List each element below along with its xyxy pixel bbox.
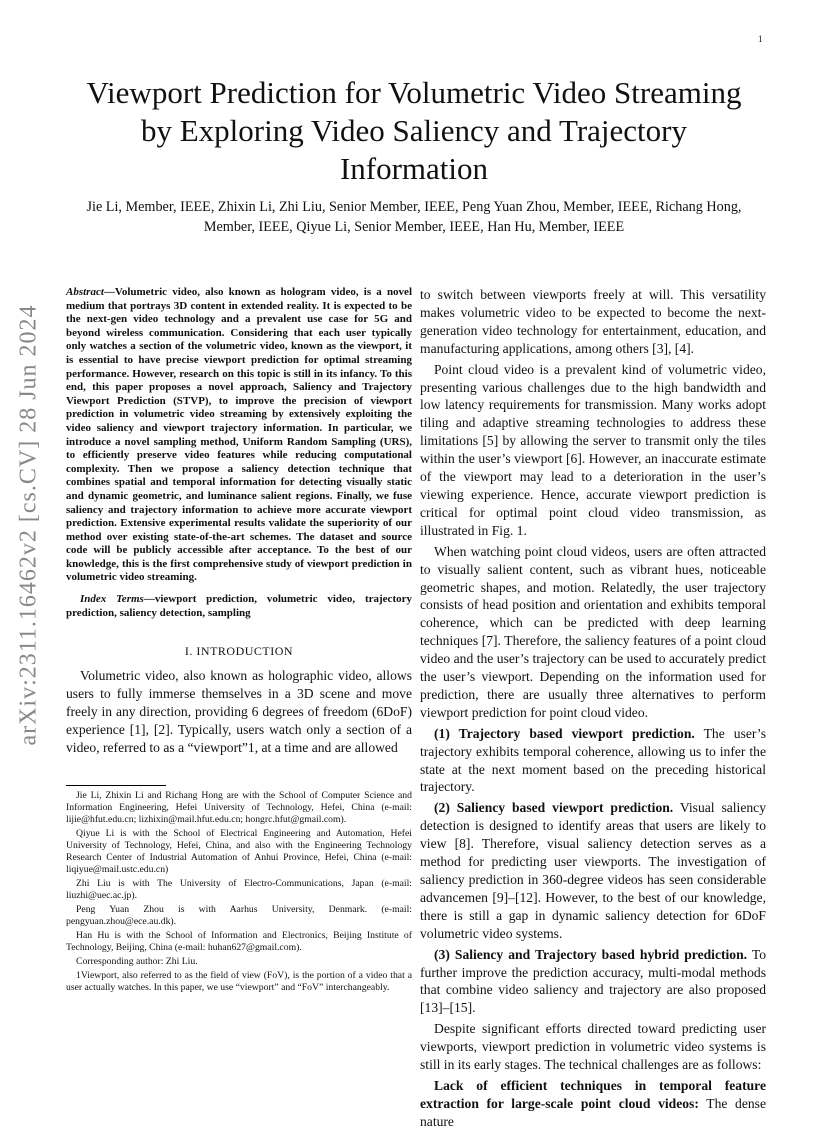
- abstract: [66, 286, 412, 585]
- index-terms-lead: Index Terms: [80, 593, 144, 606]
- abstract-lead: Abstract: [66, 286, 104, 298]
- footnote: Han Hu is with the School of Information and Electronics, Beijing Institute of Technology, Beijing, China (e-mail: huhan627@gmail.com).: [66, 929, 412, 953]
- footnote: Peng Yuan Zhou is with Aarhus University, Denmark. (e-mail: pengyuan.zhou@ece.au.dk).: [66, 903, 412, 927]
- footnotes: [66, 785, 412, 994]
- footnote: Jie Li, Zhixin Li and Richang Hong are with the School of Computer Science and Information Engineering, Hefei University of Technology, Hefei, China (e-mail: lijie@hfut.edu.cn; lizhixin@mail.hfut.edu.cn; hongrc.hfut@gmail.com).: [66, 789, 412, 825]
- author-list: Jie Li, Member, IEEE, Zhixin Li, Zhi Liu, Senior Member, IEEE, Peng Yuan Zhou, Member, IEEE, Richang Hong, Member, IEEE, Qiyue Li, Senior Member, IEEE, Han Hu, Member, IEEE: [86, 199, 742, 235]
- arxiv-stamp: [5, 290, 53, 760]
- footnote: 1Viewport, also referred to as the field of view (FoV), is the portion of a video that a user actually watches. In this paper, we use “viewport” and “FoV” interchangeably.: [66, 969, 412, 993]
- paragraph: [420, 725, 766, 797]
- paragraph-bold: (2) Saliency based viewport prediction.: [434, 800, 674, 816]
- paragraph-text: To further improve the prediction accuracy, multi-modal methods that combine video saliency and trajectory are also proposed [13]–[15].: [420, 946, 766, 1016]
- arxiv-stamp-text: arXiv:2311.16462v2 [cs.CV] 28 Jun 2024: [15, 304, 42, 746]
- paragraph-text: The dense nature: [420, 1095, 766, 1129]
- paragraph-text: Visual saliency detection is designed to identify areas that users are likely to view [8]. Therefore, visual saliency detection serves as a method for predicting user viewports. The investigation of saliency prediction in 360-degree videos has seen considerable advancemen [9]–[12]. However, to the best of our knowledge, there is still a gap in dynamic saliency detection for 6DoF volumetric video systems.: [420, 800, 766, 941]
- abstract-text: —Volumetric video, also known as hologram video, is a novel medium that portrays 3D content in extended reality. It is expected to be the next-gen video technology and a prevalent use case for 5G and beyond wireless communication. Considering that each user typically only watches a section of the volumetric video, known as the viewport, it is essential to have precise viewport prediction for optimal streaming performance. However, research on this topic is still in its infancy. To this end, this paper proposes a novel approach, Saliency and Trajectory Viewport Prediction (STVP), to improve the precision of viewport prediction in volumetric video streaming by extensively exploiting the video saliency and viewport trajectory information. In particular, we introduce a novel sampling method, Uniform Random Sampling (URS), to efficiently preserve video features while reducing computational complexity. Then we propose a saliency detection technique that combines spatial and temporal information for detecting visually static and dynamic geometric, and luminance salient regions. Finally, we fuse saliency and trajectory information to achieve more accurate viewport prediction. Extensive experimental results validate the superiority of our method over existing state-of-the-art schemes. The dataset and source code will be publicly accessible after acceptance. To the best of our knowledge, this is the first comprehensive study of viewport prediction in volumetric video streaming.: [66, 286, 412, 584]
- paragraph: When watching point cloud videos, users are often attracted to visually salient content, such as vibrant hues, noticeable geometric shapes, and motion. Relatedly, the user trajectory consists of head position and orientation and exhibits temporal coherence, which can be predicted with deep learning techniques [7]. Therefore, the saliency features of a point cloud video and the user’s trajectory can be used to accurately predict the user’s viewport. Depending on the information used for prediction, there are usually three alternatives to perform viewport prediction for point cloud video.: [420, 543, 766, 720]
- paragraph-bold: (3) Saliency and Trajectory based hybrid prediction.: [434, 946, 748, 962]
- paragraph-bold: Lack of efficient techniques in temporal feature extraction for large-scale point cloud videos:: [420, 1077, 766, 1111]
- paragraph: to switch between viewports freely at will. This versatility makes volumetric video to be expected to become the next-generation video technology for entertainment, education, and manufacturing applications, among others [3], [4].: [420, 287, 766, 356]
- footnote: Qiyue Li is with the School of Electrical Engineering and Automation, Hefei University of Technology, Hefei, China, and also with the Engineering Technology Research Center of Industrial Automation of Anhui Province, Hefei, China (e-mail: liqiyue@mail.ustc.edu.cn): [66, 827, 412, 875]
- footnote-rule: [66, 785, 166, 786]
- paragraph: Point cloud video is a prevalent kind of volumetric video, presenting various challenges due to the high bandwidth and low latency requirements for transmission. Many works adopt tiling and adaptive streaming technologies to address these limitations [5] by allowing the server to transmit only the tiles within the user’s viewport [6]. However, an inaccurate estimate of the viewport may lead to a deterioration in the user’s viewing experience. Hence, accurate viewport prediction is critical for optimal point cloud video transmission, as illustrated in Fig. 1.: [420, 361, 766, 538]
- left-column: [66, 286, 412, 996]
- paragraph: [420, 799, 766, 942]
- index-terms: [66, 593, 412, 620]
- section-heading: I. INTRODUCTION: [184, 644, 294, 659]
- footnote: Zhi Liu is with The University of Electro-Communications, Japan (e-mail: liuzhi@uec.ac.jp).: [66, 877, 412, 901]
- paper-title: Viewport Prediction for Volumetric Video Streaming by Exploring Video Saliency and Trajectory Information: [86, 75, 742, 186]
- paragraph: [420, 946, 766, 1018]
- paragraph-text: The user’s trajectory exhibits temporal coherence, allowing us to infer the state at the next moment based on the preceding historical trajectory.: [420, 725, 767, 795]
- footnote: Corresponding author: Zhi Liu.: [76, 955, 198, 967]
- page-number: 1: [758, 34, 763, 44]
- index-terms-text: —viewport prediction, volumetric video, trajectory prediction, saliency detection, sampling: [66, 593, 412, 619]
- paragraph-bold: (1) Trajectory based viewport prediction.: [434, 725, 695, 741]
- paragraph: Despite significant efforts directed toward predicting user viewports, viewport prediction in volumetric video systems is still in its early stages. The technical challenges are as follows:: [420, 1021, 766, 1073]
- intro-paragraph: Volumetric video, also known as holographic video, allows users to fully immerse themselves in a 3D scene and move freely in any direction, providing 6 degrees of freedom (6DoF) experience [1], [2]. Typically, users watch only a section of a video, referred to as a “viewport”1, at a time and are allowed: [66, 668, 412, 755]
- right-column: [420, 286, 766, 1134]
- intro-body: [66, 667, 412, 757]
- paragraph: [420, 1077, 766, 1131]
